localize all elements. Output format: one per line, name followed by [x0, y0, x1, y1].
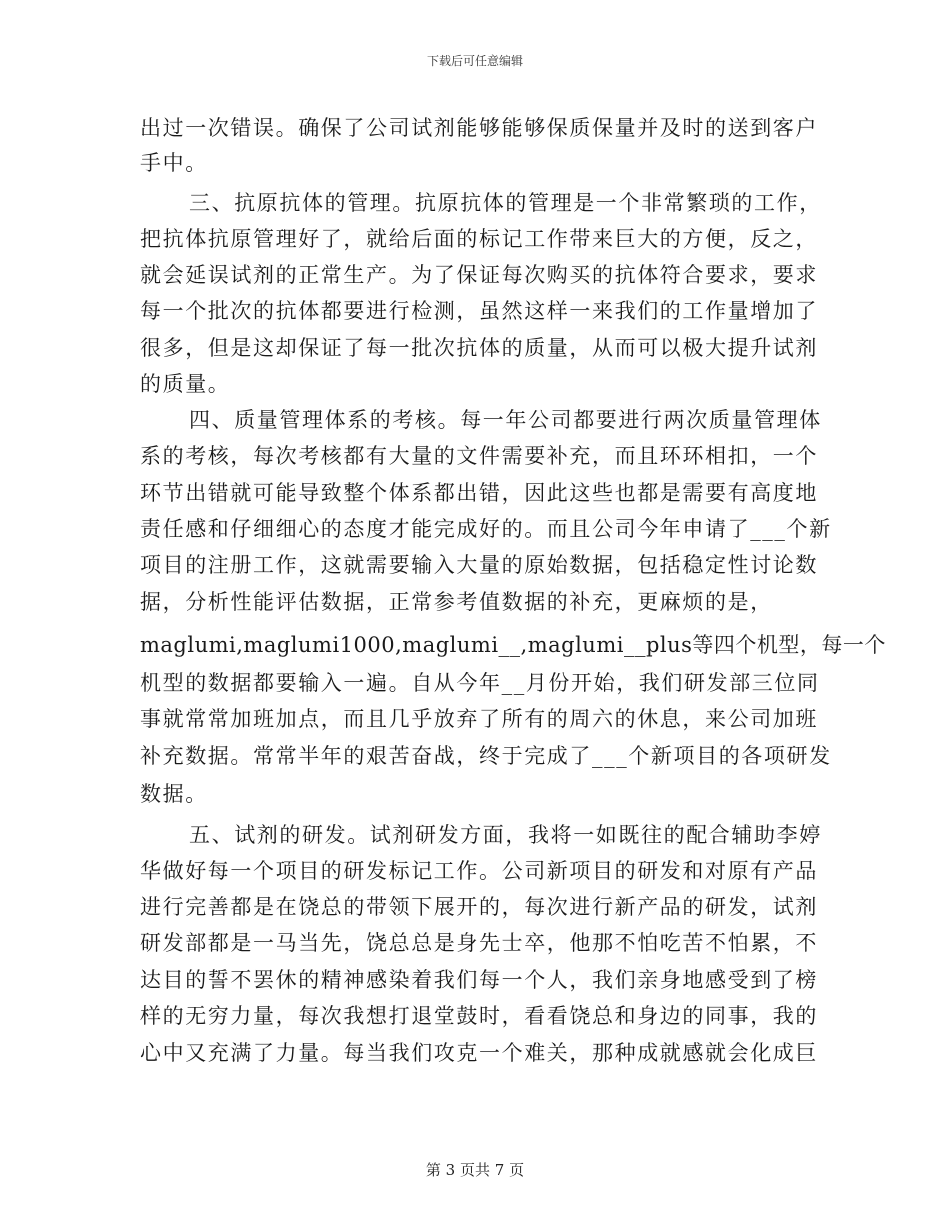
paragraph-start-line: 五、试剂的研发。试剂研发方面，我将一如既往的配合辅助李婷 — [189, 823, 822, 847]
body-line: 的质量。 — [140, 372, 231, 396]
body-line: 环节出错就可能导致整个体系都出错，因此这些也都是需要有高度地 — [140, 481, 818, 505]
body-line: 样的无穷力量，每次我想打退堂鼓时，看看饶总和身边的同事，我的 — [140, 1004, 818, 1028]
body-line: 机型的数据都要输入一遍。自从今年__月份开始，我们研发部三位同 — [140, 671, 820, 695]
body-line: 补充数据。常常半年的艰苦奋战，终于完成了___个新项目的各项研发 — [140, 744, 832, 768]
paragraph-start-line: 四、质量管理体系的考核。每一年公司都要进行两次质量管理体 — [189, 408, 822, 432]
body-line: 很多，但是这却保证了每一批次抗体的质量，从而可以极大提升试剂 — [140, 336, 818, 360]
body-line: 研发部都是一马当先，饶总总是身先士卒，他那不怕吃苦不怕累，不 — [140, 931, 818, 955]
body-line: 就会延误试剂的正常生产。为了保证每次购买的抗体符合要求，要求 — [140, 263, 818, 287]
body-line: 手中。 — [140, 151, 208, 175]
body-line: 数据。 — [140, 782, 208, 806]
body-line: 事就常常加班加点，而且几乎放弃了所有的周六的休息，来公司加班 — [140, 707, 818, 731]
body-line: 华做好每一个项目的研发标记工作。公司新项目的研发和对原有产品 — [140, 859, 818, 883]
body-line: 进行完善都是在饶总的带领下展开的，每次进行新产品的研发，试剂 — [140, 895, 818, 919]
body-line: 项目的注册工作，这就需要输入大量的原始数据，包括稳定性讨论数 — [140, 553, 818, 577]
page-footer: 第 3 页共 7 页 — [425, 1161, 525, 1179]
body-line: 每一个批次的抗体都要进行检测，虽然这样一来我们的工作量增加了 — [140, 299, 818, 323]
body-line: 心中又充满了力量。每当我们攻克一个难关，那种成就感就会化成巨 — [140, 1041, 818, 1065]
paragraph-start-line: 三、抗原抗体的管理。抗原抗体的管理是一个非常繁琐的工作， — [189, 191, 822, 215]
body-line: 达目的誓不罢休的精神感染着我们每一个人，我们亲身地感受到了榜 — [140, 968, 818, 992]
body-line: maglumi,maglumi1000,maglumi__,maglumi__plus等四个机型，每一个 — [140, 633, 886, 657]
body-line: 责任感和仔细细心的态度才能完成好的。而且公司今年申请了___个新 — [140, 517, 832, 541]
page-header: 下载后可任意编辑 — [426, 54, 523, 68]
body-line: 系的考核，每次考核都有大量的文件需要补充，而且环环相扣，一个 — [140, 444, 818, 468]
body-line: 出过一次错误。确保了公司试剂能够能够保质保量并及时的送到客户 — [140, 116, 818, 140]
body-line: 把抗体抗原管理好了，就给后面的标记工作带来巨大的方便，反之， — [140, 227, 818, 251]
body-line: 据，分析性能评估数据，正常参考值数据的补充，更麻烦的是， — [140, 590, 773, 614]
